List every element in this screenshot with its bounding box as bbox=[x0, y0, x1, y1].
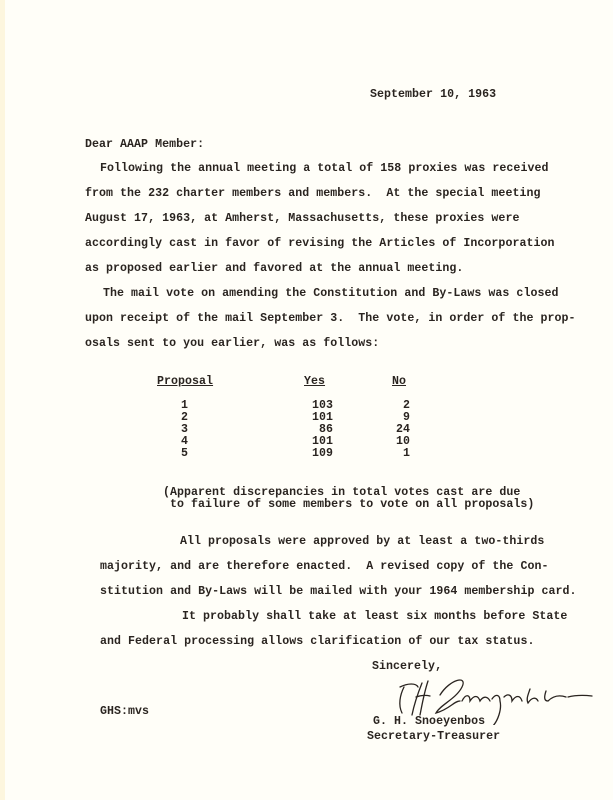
text-line: majority, and are therefore enacted. A revised copy of the Con- bbox=[100, 560, 549, 573]
text-line: and Federal processing allows clarification of our tax status. bbox=[100, 635, 535, 648]
text-line: osals sent to you earlier, was as follows: bbox=[85, 337, 380, 350]
cell-proposal: 1 bbox=[181, 399, 189, 412]
text-line: to failure of some members to vote on all proposals) bbox=[163, 498, 535, 511]
text-line: Following the annual meeting a total of 158 proxies was received bbox=[100, 162, 549, 175]
cell-proposal: 2 bbox=[181, 411, 189, 424]
cell-no: 9 bbox=[402, 411, 410, 424]
cell-proposal: 4 bbox=[181, 435, 189, 448]
cell-yes: 101 bbox=[311, 411, 333, 424]
text-line: from the 232 charter members and members. At the special meeting bbox=[85, 187, 541, 200]
signer-title: Secretary-Treasurer bbox=[367, 730, 501, 743]
text-line: All proposals were approved by at least a two-thirds bbox=[180, 535, 545, 548]
text-line: It probably shall take at least six months before State bbox=[182, 610, 568, 623]
closing: Sincerely, bbox=[372, 660, 443, 673]
text-line: accordingly cast in favor of revising the Articles of Incorporation bbox=[85, 237, 555, 250]
cell-yes: 103 bbox=[311, 399, 333, 412]
cell-proposal: 5 bbox=[181, 447, 189, 460]
text-line: stitution and By-Laws will be mailed with your 1964 membership card. bbox=[100, 585, 577, 598]
cell-yes: 86 bbox=[318, 423, 333, 436]
text-line: August 17, 1963, at Amherst, Massachusetts, these proxies were bbox=[85, 212, 520, 225]
header-proposal: Proposal bbox=[157, 375, 214, 388]
cell-proposal: 3 bbox=[181, 423, 189, 436]
cell-no: 1 bbox=[402, 447, 410, 460]
cell-no: 10 bbox=[395, 435, 410, 448]
salutation: Dear AAAP Member: bbox=[85, 138, 205, 151]
signer-name: G. H. Snoeyenbos bbox=[373, 715, 486, 728]
header-no: No bbox=[392, 375, 407, 388]
cell-no: 2 bbox=[402, 399, 410, 412]
cell-no: 24 bbox=[395, 423, 410, 436]
text-line: upon receipt of the mail September 3. The vote, in order of the prop- bbox=[85, 312, 576, 325]
letter-date: September 10, 1963 bbox=[370, 88, 497, 101]
text-line: as proposed earlier and favored at the annual meeting. bbox=[85, 262, 464, 275]
text-line: (Apparent discrepancies in total votes cast are due bbox=[163, 486, 521, 499]
typist-initials: GHS:mvs bbox=[100, 705, 150, 718]
cell-yes: 101 bbox=[311, 435, 333, 448]
text-line: The mail vote on amending the Constitution and By-Laws was closed bbox=[103, 287, 559, 300]
header-yes: Yes bbox=[304, 375, 326, 388]
cell-yes: 109 bbox=[311, 447, 333, 460]
page-edge bbox=[0, 0, 5, 800]
